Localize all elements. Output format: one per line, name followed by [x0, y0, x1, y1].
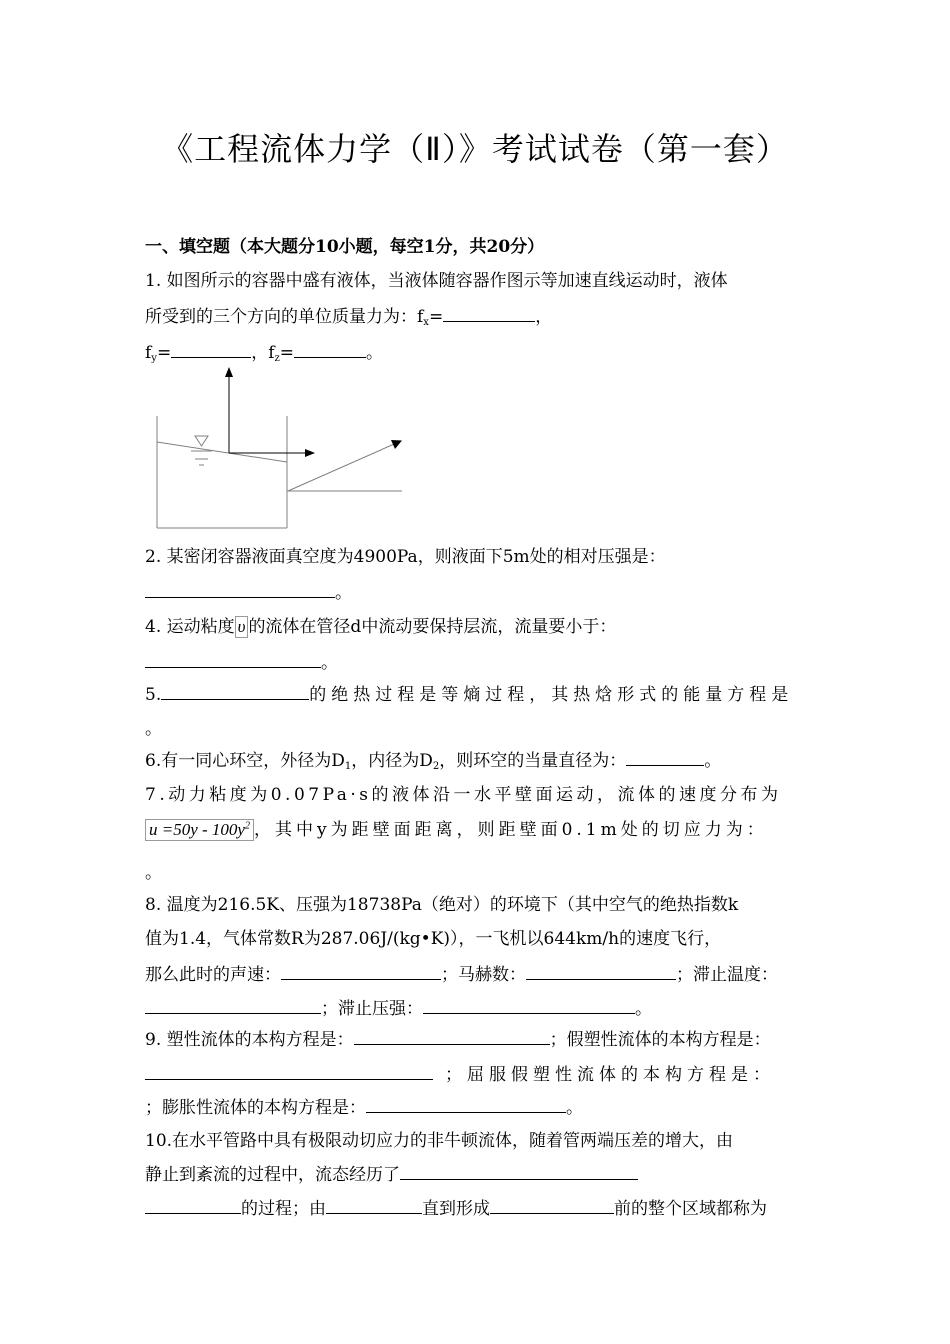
q4-prefix: 4. 运动粘度: [145, 617, 235, 637]
question-2-answer: [145, 578, 352, 603]
answer-blank-flow-regime[interactable]: [400, 1165, 638, 1180]
stagnation-temp-label: ；滞止温度：: [676, 965, 778, 985]
page-title: 《工程流体力学（Ⅱ）》考试试卷（第一套）: [161, 130, 789, 168]
answer-blank-stagnation-temp[interactable]: [145, 999, 321, 1014]
viscosity-symbol: υ: [235, 616, 249, 638]
answer-blank-flow[interactable]: [145, 653, 321, 668]
question-1-text: 1. 如图所示的容器中盛有液体，当液体随容器作图示等加速直线运动时，液体: [145, 271, 728, 291]
mach-label: ；马赫数：: [441, 965, 526, 985]
eq-sign: =: [156, 343, 172, 363]
question-8-line2: 值为1.4，气体常数R为287.06J/(kg•K)），一飞机以644km/h的速度飞行，: [145, 929, 722, 949]
q6-prefix: 6.有一同心环空，外径为D: [145, 751, 345, 771]
answer-blank-regime-2[interactable]: [145, 1199, 241, 1214]
sound-speed-label: 那么此时的声速：: [145, 965, 281, 985]
q7-body: ，其中y为距壁面距离，则距壁面0.1m处的切应力为：: [253, 820, 768, 840]
question-4-answer: [145, 648, 338, 673]
eq-sign: =: [279, 343, 295, 363]
section-heading: 一、填空题（本大题分10小题，每空1分，共20分）: [145, 237, 545, 257]
stagnation-pressure-label: ；滞止压强：: [321, 999, 423, 1019]
sub-y: y: [151, 353, 157, 364]
question-7-line2: [145, 815, 768, 841]
formula-text: u =50y - 100y: [149, 820, 245, 839]
yield-pseudoplastic-label: ；屈服假塑性流体的本构方程是：: [445, 1065, 775, 1085]
sub-2: 2: [432, 761, 440, 772]
question-10-line3: [145, 1194, 767, 1219]
answer-blank-regime-3[interactable]: [326, 1199, 422, 1214]
answer-blank-stagnation-pressure[interactable]: [423, 999, 635, 1014]
q5-body: 的绝热过程是等熵过程，其热焓形式的能量方程是: [309, 685, 794, 705]
q6-mid: ，内径为D: [351, 751, 433, 771]
question-9-text: [145, 1025, 771, 1050]
comma: ，: [535, 307, 553, 327]
container-outline: [157, 416, 402, 528]
answer-blank-dilatant[interactable]: [366, 1098, 566, 1113]
q6-suffix: ，则环空的当量直径为：: [439, 751, 627, 771]
sub-1: 1: [344, 761, 352, 772]
question-8-line4: [145, 994, 652, 1019]
answer-blank-diameter[interactable]: [626, 751, 704, 766]
question-8-line3: [145, 960, 778, 985]
question-4-text: [145, 612, 616, 638]
period: 。: [704, 751, 722, 771]
question-5-end: 。: [145, 719, 162, 739]
question-5-text: [145, 680, 793, 705]
answer-blank-regime-4[interactable]: [490, 1199, 614, 1214]
plastic-label: 9. 塑性流体的本构方程是：: [145, 1030, 354, 1050]
question-10-text: 10.在水平管路中具有极限动切应力的非牛顿流体，随着管两端压差的增大，由: [145, 1131, 734, 1151]
question-6-text: [145, 746, 721, 772]
question-8-text: 8. 温度为216.5K、压强为18738Pa（绝对）的环境下（其中空气的绝热指数k: [145, 895, 739, 915]
q10-part3: 前的整个区域都称为: [614, 1199, 767, 1219]
question-10-line2: [145, 1160, 638, 1185]
pseudoplastic-label: ；假塑性流体的本构方程是：: [549, 1030, 771, 1050]
q5-number: 5.: [145, 685, 162, 705]
dilatant-label: ；膨胀性流体的本构方程是：: [145, 1098, 366, 1118]
question-2-text: 2. 某密闭容器液面真空度为4900Pa，则液面下5m处的相对压强是：: [145, 547, 666, 567]
answer-blank-process[interactable]: [161, 685, 309, 700]
water-level-symbol: [191, 436, 212, 465]
eq-sign: =: [428, 307, 444, 327]
q4-suffix: 的流体在管径d中流动要保持层流，流量要小于：: [248, 617, 617, 637]
comma: ，: [251, 343, 269, 363]
answer-blank-pressure[interactable]: [145, 583, 335, 598]
answer-blank-sound-speed[interactable]: [281, 965, 441, 980]
q10-prompt: 静止到紊流的过程中，流态经历了: [145, 1165, 400, 1185]
liquid-surface: [157, 442, 287, 462]
question-9-line3: [145, 1093, 583, 1118]
question-9-line2: [145, 1060, 775, 1085]
fz-label: f: [268, 343, 275, 363]
acceleration-line: [288, 441, 401, 491]
period: 。: [366, 343, 384, 363]
question-7-end: 。: [145, 863, 162, 883]
period: 。: [321, 653, 338, 673]
formula-exponent: 2: [244, 820, 250, 832]
sub-x: x: [423, 317, 429, 328]
q10-part1: 的过程；由: [241, 1199, 326, 1219]
period: 。: [566, 1098, 583, 1118]
q10-part2: 直到形成: [422, 1199, 490, 1219]
velocity-formula: [145, 819, 254, 841]
answer-blank-pseudoplastic[interactable]: [145, 1065, 433, 1080]
question-7-text: 7.动力粘度为0.07Pa·s的液体沿一水平壁面运动，流体的速度分布为: [145, 785, 782, 805]
answer-blank-plastic[interactable]: [354, 1030, 550, 1045]
q1-prompt: 所受到的三个方向的单位质量力为：f: [145, 307, 424, 327]
answer-blank-mach[interactable]: [526, 965, 676, 980]
sub-z: z: [274, 353, 280, 364]
period: 。: [335, 583, 352, 603]
fy-label: f: [145, 343, 152, 363]
period: 。: [635, 999, 652, 1019]
